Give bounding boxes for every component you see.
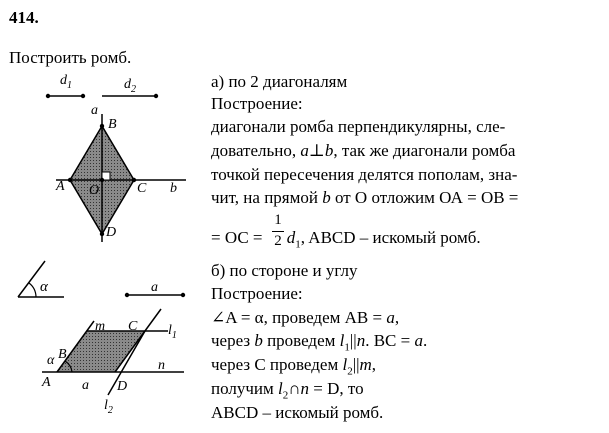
point-d [100, 232, 104, 236]
part-a-line-4: чит, на прямой b от О отложим ОА = ОВ = [211, 188, 519, 207]
part-b-line-3: через С проведем $l_2||m$, [211, 355, 377, 378]
label-l1: $l_1$ [168, 323, 177, 341]
label-b-line: b [170, 181, 177, 196]
d1-label: $d_1$ [60, 73, 72, 91]
part-b-construction-label: Построение: [211, 284, 303, 303]
fraction-bar [272, 231, 284, 232]
part-a-line-5: = ОС = $d_1$, ABCD – искомый ромб. [211, 228, 481, 251]
label-a-bottom: a [82, 378, 89, 393]
rhombus-side-angle-figure [20, 280, 220, 425]
problem-number: 414. [9, 8, 39, 27]
part-a-heading: а) по 2 диагоналям [211, 72, 348, 91]
label-a: a [91, 103, 98, 118]
part-a-line-1: диагонали ромба перпендикулярны, сле- [211, 117, 506, 136]
d2-end-point [154, 94, 158, 98]
part-b-line-2: через b проведем $l_1||n$. BC = a. [211, 331, 428, 354]
label-b-vertex: B [58, 347, 67, 362]
label-m: m [95, 319, 106, 334]
label-segment-a: a [151, 280, 158, 295]
rhombus-diagonals-figure [0, 70, 200, 250]
fraction-numerator: 1 [274, 212, 282, 228]
segment-a-end-point [181, 293, 185, 297]
point-o [100, 178, 104, 182]
part-a-line-3: точкой пересечения делятся пополам, зна- [211, 165, 518, 184]
part-b-line-1: ∠A = α, проведем AB = a, [211, 308, 400, 327]
label-c-vertex: C [128, 319, 138, 334]
label-a-vertex: A [42, 375, 51, 390]
part-b-line-4: получим $l_2\cap n = D$, то [211, 379, 364, 402]
label-n: n [158, 358, 165, 373]
part-b-line-5: ABCD – искомый ромб. [211, 403, 384, 422]
label-a-vertex: A [56, 179, 65, 194]
point-a [68, 178, 72, 182]
point-b [100, 124, 104, 128]
d1-start-point [46, 94, 50, 98]
part-a-line-2: довательно, a⊥b, так же диагонали ромба [211, 141, 516, 160]
d1-end-point [81, 94, 85, 98]
d2-label: $d_2$ [124, 77, 136, 95]
point-c [132, 178, 136, 182]
part-a-construction-label: Построение: [211, 94, 303, 113]
label-alpha: α [47, 353, 55, 368]
label-d-vertex: D [117, 379, 128, 394]
label-d-vertex: D [106, 225, 117, 240]
label-b-vertex: B [108, 117, 117, 132]
fraction-denominator: 2 [274, 233, 282, 249]
part-b-heading: б) по стороне и углу [211, 261, 358, 280]
task-statement: Построить ромб. [9, 48, 132, 67]
label-alpha: α [40, 279, 48, 295]
segment-a-start-point [125, 293, 129, 297]
label-l2: $l_2$ [104, 398, 113, 416]
label-o: O [89, 183, 100, 198]
label-c-vertex: C [137, 181, 147, 196]
